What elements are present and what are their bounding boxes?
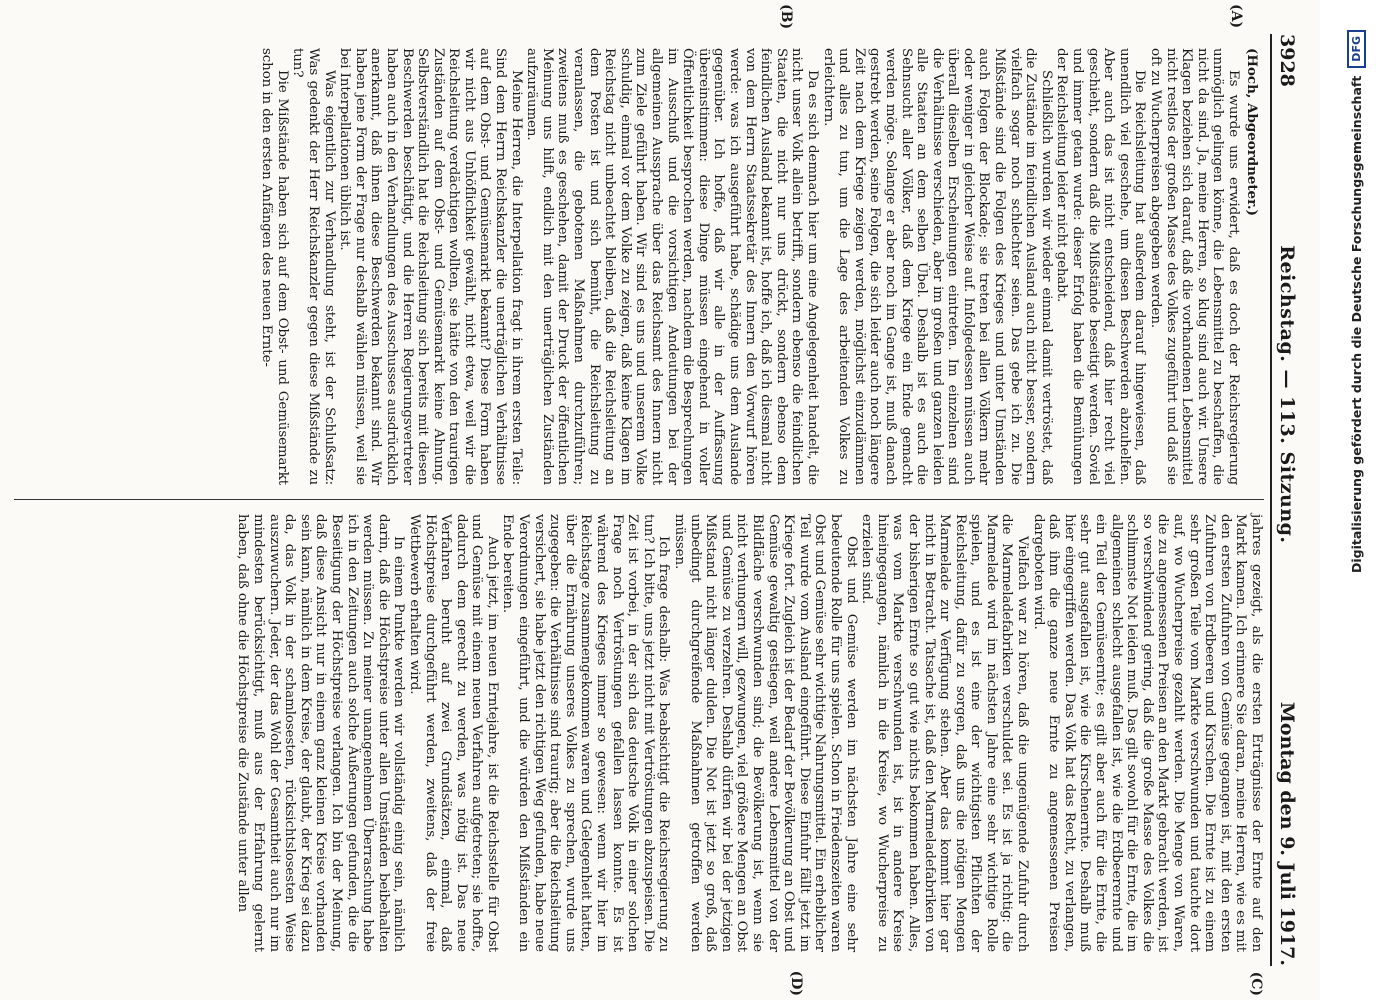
margin-marker-b: (B) [778,4,794,30]
paragraph: In einem Punkte werden wir vollständig einig sein, nämlich darin, daß die Höchstpreise unter allen Umständen beibehalten werden müssen. Zu meiner unangenehmen Überraschung habe ich in den Zeitungen auch solche Äußerungen gefunden, die die Beseitigung der Höchstpreise verlangen. Ich bin der Meinung, daß diese Ansicht nur in einem ganz kleinen Kreise vorhanden sein kann, nämlich in dem Kreise, der glaubt, der Krieg sei dazu da, das Volk in der schamlosesten, rücksichtslosesten Weise auszuwuchern. Jeder, der das Wohl der Gesamtheit auch nur im mindesten berücksichtigt, muß aus der Erfahrung gelernt haben, daß ohne die Höchstpreise die Zustände unter allen [235,514,407,952]
paragraph: Was eigentlich zur Verhandlung steht, ist der Schlußsatz: Was gedenkt der Herr Reichskanzler gegen diese Mißstände zu tun? [290,48,337,485]
session-title: Reichstag. — 113. Sitzung. [1276,245,1298,544]
margin-marker-d: (D) [788,970,804,996]
digitization-credit [1330,0,1383,1000]
credit-text: Digitalisierung gefördert durch die Deutsche Forschungsgemeinschaft [1349,75,1364,574]
paragraph: Es wurde uns erwidert, daß es doch der Reichsregierung unmöglich gelingen könne, die Lebensmittel zu beschaffen, die nicht da sind. Ja, meine Herren, so klug sind auch wir. Unsere Klagen beziehen sich darauf, daß die vorhandenen Lebensmittel nicht restlos der großen Masse des Volkes zugeführt und daß sie oft zu Wucherpreisen abgegeben werden. [1148,48,1241,485]
margin-marker-a: (A) [1228,4,1244,29]
paragraph: Die Reichsleitung hat außerdem darauf hingewiesen, daß unendlich viel geschehe, um diesen Beschwerden abzuhelfen. Aber auch das ist nicht entscheidend, daß hier recht viel geschieht, sondern daß die Mißstände beseitigt werden. Soviel und immer getan wurde: dieser Erfolg haben die Bemühungen der Reichsleitung leider nicht gehabt. [1054,48,1148,485]
page-header [1270,34,1306,966]
paragraph: Ich frage deshalb: Was beabsichtigt die Reichsregierung zu tun? Ich bitte, uns jetzt nicht mit Vertröstungen abzuspeisen. Die Zeit ist vorbei, in der sich das deutsche Volk in einer solchen Frage noch Vertröstungen gefallen lassen konnte. Es ist während des Krieges immer so gewesen: wenn wir hier im Reichstage zusammengekommen waren und Gelegenheit hatten, über die Ernährung unseres Volkes zu sprechen, wurde uns zugegeben: die Verhältnisse sind traurig; aber die Reichsleitung versichert, sie habe jetzt den richtigen Weg gefunden, habe neue Verordnungen eingeführt, und die würden den Mißständen ein Ende bereiten. [500,514,672,952]
paragraph: Obst und Gemüse werden im nächsten Jahre eine sehr bedeutende Rolle für uns spielen. Schon in Friedenszeiten waren Obst und Gemüse sehr wichtige Nahrungsmittel. Ein erheblicher Teil wurde vom Ausland eingeführt. Diese Einfuhr fällt jetzt im Kriege fort. Zugleich ist der Bedarf der Bevölkerung an Obst und Gemüse gewaltig gestiegen, weil andere Lebensmittel von der Bildfläche verschwunden sind; die Bevölkerung ist, wenn sie nicht verhungern will, gezwungen, viel größere Mengen an Obst und Gemüse zu verzehren. Deshalb dürfen wir bei der jetzigen Mißstand nicht länger dulden. Die Not ist jetzt so groß, daß unbedingt durchgreifende Maßnahmen getroffen werden müssen. [672,514,859,952]
text-columns [14,4,1264,996]
right-column [14,500,1264,996]
paragraph: Schließlich wurden wir wieder einmal damit vertröstet, daß die Zustände im feindlichen Ausland auch nicht besser, sondern vielfach sogar noch schlechter seien. Das gebe ich zu. Die Mißstände sind die Folgen des Krieges und unter Umständen auch Folgen der Blockade; sie treten bei allen Völkern mehr oder weniger in gleicher Weise auf. Infolgedessen müssen auch überall dieselben Erscheinungen eintreten. Im einzelnen sind die Verhältnisse verschieden, aber im großen und ganzen leiden alle Staaten an dem selben Übel. Deshalb ist es auch die Sehnsucht aller Völker, daß dem Kriege ein Ende gemacht werden möge. Solange er aber noch im Gange ist, muß danach gestrebt werden, seine Folgen, die sich leider auch noch längere Zeit nach dem Kriege zeigen werden, möglichst einzudämmen und alles zu tun, um die Lage des arbeitenden Volkes zu erleichtern. [820,48,1054,485]
paragraph: Meine Herren, die Interpellation fragt in ihrem ersten Teile: Sind dem Herrn Reichskanzler die unerträglichen Verhältnisse auf dem Obst- und Gemüsemarkt bekannt? Diese Form haben wir nicht aus Unhöflichkeit gewählt, nicht etwa, weil wir die Reichsleitung verdächtigen wollten, sie hätte von den traurigen Zuständen auf dem Obst- und Gemüsemarkt keine Ahnung. Selbstverständlich hat die Reichsleitung sich bereits mit diesen Beschwerden beschäftigt, und die Herren Regierungsvertreter haben auch in den Verhandlungen des Ausschusses ausdrücklich anerkannt, daß ihnen diese Beschwerden bekannt sind. Wir haben jene Form der Frage nur deshalb wählen müssen, weil sie bei Interpellationen üblich ist. [337,48,524,485]
paragraph: Vielfach war zu hören, daß die ungenügende Zufuhr durch die Marmeladefabriken verschuldet sei. Es ist ja richtig: die Marmelade wird im nächsten Jahre eine sehr wichtige Rolle spielen, und es ist eine der wichtigsten Pflichten der Reichsleitung, dafür zu sorgen, daß uns die nötigen Mengen Marmelade zur Verfügung stehen. Aber das kommt hier gar nicht in Betracht. Tatsache ist, daß den Marmeladefabriken von der bisherigen Ernte so gut wie nichts bekommen haben. Alles, was vom Markte verschwunden ist, ist in andere Kreise hineingegangen, nämlich in die Kreise, wo Wucherpreise zu erzielen sind. [859,514,1031,952]
session-date: Montag den 9. Juli 1917. [1276,701,1298,966]
left-column [14,4,1264,500]
paragraph: jahres gezeigt, als die ersten Erträgnisse der Ernte auf den Markt kamen. Ich erinnere Sie daran, meine Herren, wie es mit den ersten Zufuhren von Gemüse gegangen ist, mit den ersten Zufuhren von Erdbeeren und Kirschen. Die Ernte ist zu einem sehr großen Teile vom Markte verschwunden und tauchte dort auf, wo Wucherpreise gezahlt werden. Die Menge von Waren, die zu angemessenen Preisen an den Markt gebracht werden, ist so verschwindend gering, daß die große Masse des Volkes die schlimmste Not leiden muß. Das gilt sowohl für die Ernte, die im allgemeinen schlecht ausgefallen ist, wie die Erdbeerernte und ein Teil der Gemüseernte; es gilt aber auch für die Ernte, die sehr gut ausgefallen ist, wie die Kirschenernte. Deshalb muß hier eingegriffen werden. Das Volk hat das Recht, zu verlangen, daß ihm die ganze neue Ernte zu angemessenen Preisen dargeboten wird. [1030,514,1264,952]
dfg-logo-icon: DFG [1347,30,1366,68]
credit-sidebar [1330,0,1383,1000]
paragraph: Die Mißstände haben sich auf dem Obst- und Gemüsemarkt schon in den ersten Anfängen des neuen Ernte- [259,48,290,485]
paragraph: Da es sich demnach hier um eine Angelegenheit handelt, die nicht unser Volk allein betrifft, sondern ebenso die feindlichen Staaten, die nicht nur uns drückt, sondern ebenso dem feindlichen Ausland bekannt ist, hoffe ich, daß ich diesmal nicht von dem Herrn Staatssekretär des Innern den Vorwurf hören werde: was ich ausgeführt habe, schädige uns dem Auslande gegenüber. Ich hoffe, daß wir alle in der Auffassung übereinstimmen: diese Dinge müssen eingehend in voller Öffentlichkeit besprochen werden, nachdem die Besprechungen im Ausschuß und die vorsichtigen Andeutungen bei der allgemeinen Aussprache über das Reichsamt des Innern nicht zum Ziele geführt haben. Wir sind es uns und unserem Volke schuldig, einmal vor dem Volke zu zeigen, daß keine Klagen im Reichstag nicht unbeachtet bleiben, daß die Reichsleitung an dem Posten ist und sich bemüht, die Reichsleitung zu veranlassen, die gebotenen Maßnahmen durchzuführen; zweitens muß es geschehen, damit der Druck der öffentlichen Meinung uns hilft, endlich mit den unerträglichen Zuständen aufzuräumen. [524,48,820,485]
page-number: 3928 [1276,34,1298,87]
speaker-label: (Hoch, Abgeordneter.) [1244,48,1260,216]
margin-marker-c: (C) [1248,971,1264,996]
paragraph: Auch jetzt, im neuen Erntejahre, ist die Reichsstelle für Obst und Gemüse mit einem neuen Verfahren aufgetreten; sie hoffte, dadurch dem gerecht zu werden, was nötig ist. Das neue Verfahren beruht auf zwei Grundsätzen, einmal, daß Höchstpreise durchgeführt werden, zweitens, daß der freie Wettbewerb erhalten wird. [406,514,500,952]
